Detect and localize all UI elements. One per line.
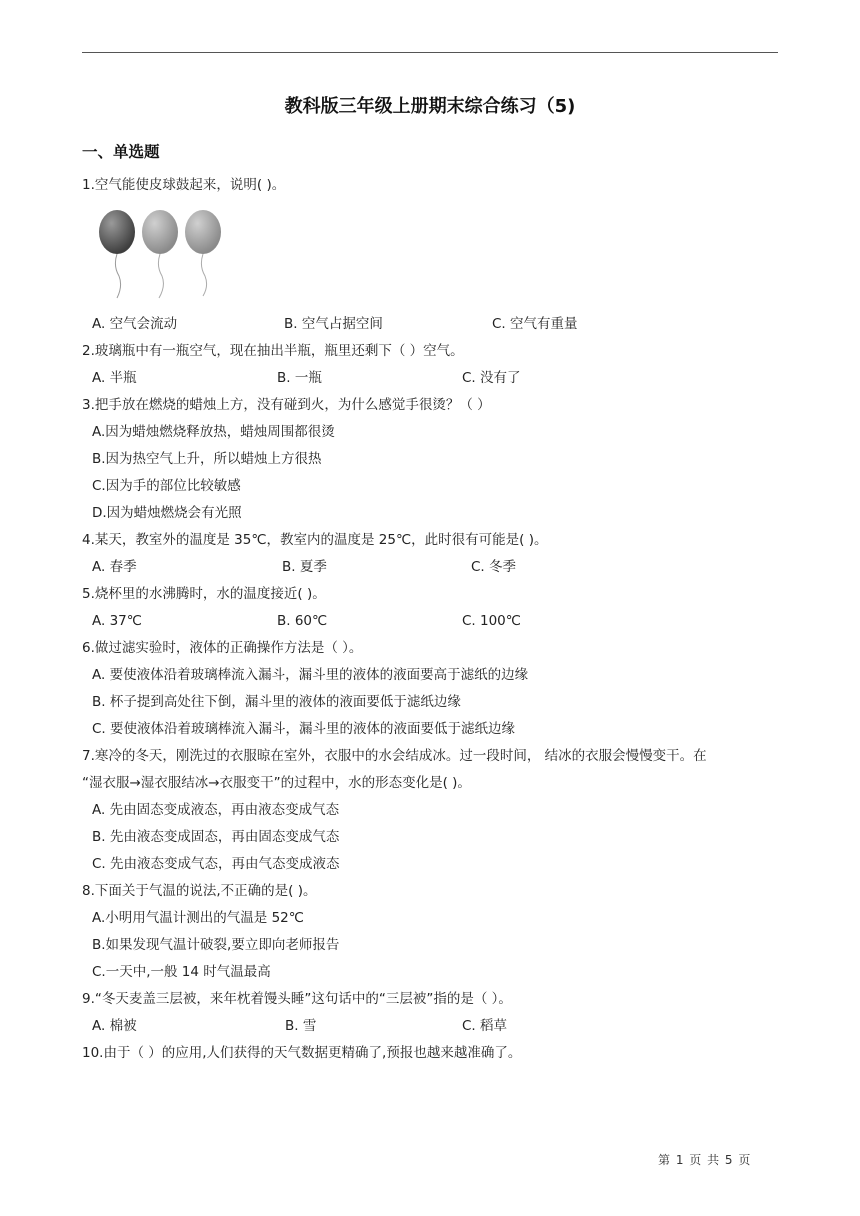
q8-option-a: A.小明用气温计测出的气温是 52℃: [92, 910, 304, 926]
q6-option-a: A. 要使液体沿着玻璃棒流入漏斗，漏斗里的液体的液面要高于滤纸的边缘: [92, 667, 529, 683]
question-5-stem: 5.烧杯里的水沸腾时，水的温度接近( )。: [82, 586, 326, 602]
question-6-stem: 6.做过滤实验时，液体的正确操作方法是（ ）。: [82, 640, 363, 656]
balloon-dark: [99, 210, 135, 298]
q1-option-a: A. 空气会流动: [92, 316, 178, 332]
question-9-stem: 9.“冬天麦盖三层被，来年枕着馒头睡”这句话中的“三层被”指的是（ ）。: [82, 991, 512, 1007]
question-3-stem: 3.把手放在燃烧的蜡烛上方，没有碰到火，为什么感觉手很烫？（ ）: [82, 397, 491, 413]
question-1-stem: 1.空气能使皮球鼓起来，说明( )。: [82, 177, 286, 193]
q5-option-c: C. 100℃: [462, 613, 521, 629]
q2-option-b: B. 一瓶: [277, 370, 322, 386]
question-10-stem: 10.由于（ ）的应用,人们获得的天气数据更精确了,预报也越来越准确了。: [82, 1045, 522, 1061]
header-rule: [82, 52, 778, 53]
q7-option-b: B. 先由液态变成固态，再由固态变成气态: [92, 829, 340, 845]
q4-option-c: C. 冬季: [471, 559, 517, 575]
q4-option-b: B. 夏季: [282, 559, 327, 575]
section-heading: 一、单选题: [82, 143, 160, 161]
q6-option-c: C. 要使液体沿着玻璃棒流入漏斗，漏斗里的液体的液面要低于滤纸边缘: [92, 721, 516, 737]
q3-option-b: B.因为热空气上升，所以蜡烛上方很热: [92, 451, 322, 467]
q4-option-a: A. 春季: [92, 559, 137, 575]
balloon-light: [185, 210, 221, 296]
q2-option-a: A. 半瓶: [92, 370, 137, 386]
q3-option-d: D.因为蜡烛燃烧会有光照: [92, 505, 242, 521]
page-footer: 第 1 页 共 5 页: [658, 1153, 752, 1167]
q1-option-b: B. 空气占据空间: [284, 316, 383, 332]
q3-option-c: C.因为手的部位比较敏感: [92, 478, 241, 494]
q6-option-b: B. 杯子提到高处往下倒，漏斗里的液体的液面要低于滤纸边缘: [92, 694, 461, 710]
page-title: 教科版三年级上册期末综合练习（5): [284, 96, 576, 117]
q7-option-a: A. 先由固态变成液态，再由液态变成气态: [92, 802, 340, 818]
question-7-stem-continued: “湿衣服→湿衣服结冰→衣服变干”的过程中，水的形态变化是( )。: [82, 775, 471, 791]
q8-option-c: C.一天中,一般 14 时气温最高: [92, 964, 271, 980]
question-7-stem: 7.寒冷的冬天，刚洗过的衣服晾在室外，衣服中的水会结成冰。过一段时间， 结冰的衣服会慢慢变干。在: [82, 748, 707, 764]
q3-option-a: A.因为蜡烛燃烧释放热，蜡烛周围都很烫: [92, 424, 335, 440]
q8-option-b: B.如果发现气温计破裂,要立即向老师报告: [92, 937, 340, 953]
balloons-image: [92, 204, 228, 304]
q9-option-a: A. 棉被: [92, 1018, 137, 1034]
q5-option-a: A. 37℃: [92, 613, 142, 629]
q2-option-c: C. 没有了: [462, 370, 521, 386]
q1-option-c: C. 空气有重量: [492, 316, 578, 332]
q9-option-b: B. 雪: [285, 1018, 317, 1034]
q5-option-b: B. 60℃: [277, 613, 328, 629]
q7-option-c: C. 先由液态变成气态，再由气态变成液态: [92, 856, 340, 872]
question-8-stem: 8.下面关于气温的说法,不正确的是( )。: [82, 883, 317, 899]
question-4-stem: 4.某天，教室外的温度是 35℃，教室内的温度是 25℃，此时很有可能是( )。: [82, 532, 548, 548]
balloon-mid: [142, 210, 178, 298]
q9-option-c: C. 稻草: [462, 1018, 508, 1034]
question-2-stem: 2.玻璃瓶中有一瓶空气，现在抽出半瓶，瓶里还剩下（ ）空气。: [82, 343, 464, 359]
